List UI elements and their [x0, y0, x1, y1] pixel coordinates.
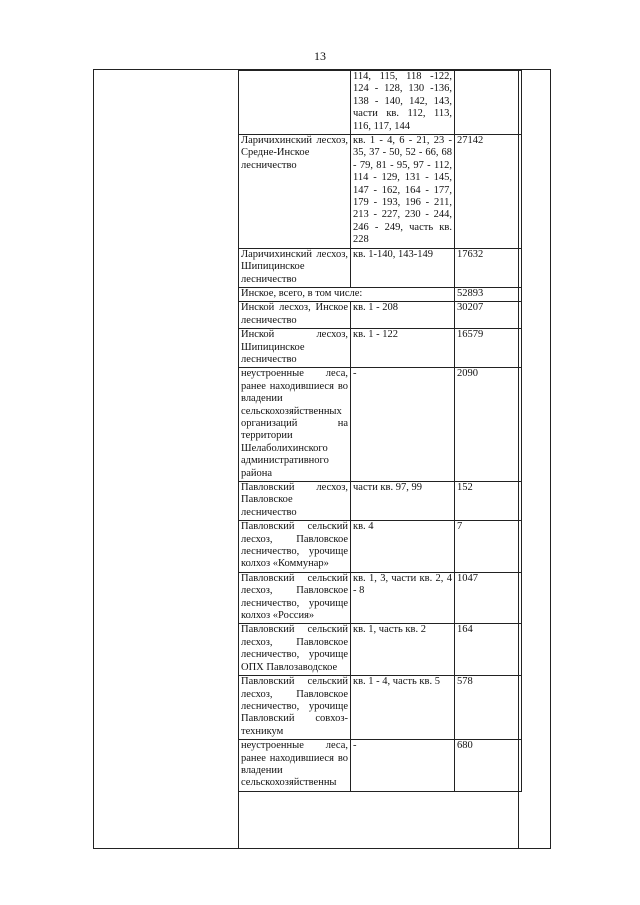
forestry-name-cell: Павловский сельский лесхоз, Павловское лесничество, урочище Павловский совхоз-техникум [239, 676, 351, 740]
table-row [239, 302, 522, 329]
forestry-name-cell: Павловский лесхоз, Павловское лесничество [239, 482, 351, 521]
quarters-cell: - [351, 368, 455, 482]
quarters-cell: кв. 1 - 4, 6 - 21, 23 - 35, 37 - 50, 52 - 66, 68 - 79, 81 - 95, 97 - 112, 114 - 129, 131 - 145, 147 - 162, 164 - 177, 179 - 193, 196 - 211, 213 - 227, 230 - 244, 246 - 249, часть кв. 228 [351, 135, 455, 249]
area-cell: 680 [455, 740, 522, 792]
total-label-cell: Инское, всего, в том числе: [239, 287, 455, 301]
forest-table [238, 70, 522, 792]
quarters-cell: кв. 1 - 4, часть кв. 5 [351, 676, 455, 740]
area-cell [455, 71, 522, 135]
table-row [239, 572, 522, 624]
forestry-name-cell: Инской лесхоз, Инское лесничество [239, 302, 351, 329]
table-row [239, 135, 522, 249]
area-cell: 30207 [455, 302, 522, 329]
quarters-cell: кв. 1 - 208 [351, 302, 455, 329]
area-cell: 7 [455, 521, 522, 573]
quarters-cell: кв. 4 [351, 521, 455, 573]
quarters-cell: кв. 1, 3, части кв. 2, 4 - 8 [351, 572, 455, 624]
table-frame [93, 69, 551, 849]
forestry-name-cell [239, 71, 351, 135]
quarters-cell: - [351, 740, 455, 792]
forestry-name-cell: Ларичихинский лесхоз, Шипицинское лесничество [239, 248, 351, 287]
forestry-name-cell: неустроенные леса, ранее находившиеся во владении сельскохозяйственны [239, 740, 351, 792]
page-number: 13 [314, 49, 326, 63]
forestry-name-cell: неустроенные леса, ранее находившиеся во владении сельскохозяйственных организаций на территории Шелаболихинского административного района [239, 368, 351, 482]
table-row [239, 368, 522, 482]
table-row [239, 482, 522, 521]
quarters-cell: кв. 1 - 122 [351, 329, 455, 368]
area-cell: 27142 [455, 135, 522, 249]
forestry-name-cell: Ларичихинский лесхоз, Средне-Инское лесничество [239, 135, 351, 249]
area-cell: 16579 [455, 329, 522, 368]
area-cell: 2090 [455, 368, 522, 482]
table-row [239, 624, 522, 676]
forestry-name-cell: Павловский сельский лесхоз, Павловское лесничество, урочище колхоз «Россия» [239, 572, 351, 624]
forestry-name-cell: Инской лесхоз, Шипицинское лесничество [239, 329, 351, 368]
table-row [239, 740, 522, 792]
area-cell: 578 [455, 676, 522, 740]
forestry-name-cell: Павловский сельский лесхоз, Павловское лесничество, урочище ОПХ Павлозаводское [239, 624, 351, 676]
area-cell: 17632 [455, 248, 522, 287]
table-row-total [239, 287, 522, 301]
table-row [239, 71, 522, 135]
table-row [239, 248, 522, 287]
quarters-cell: кв. 1-140, 143-149 [351, 248, 455, 287]
table-row [239, 329, 522, 368]
forestry-name-cell: Павловский сельский лесхоз, Павловское лесничество, урочище колхоз «Коммунар» [239, 521, 351, 573]
quarters-cell: 114, 115, 118 -122, 124 - 128, 130 -136, 138 - 140, 142, 143, части кв. 112, 113, 116, 117, 144 [351, 71, 455, 135]
area-cell: 52893 [455, 287, 522, 301]
area-cell: 152 [455, 482, 522, 521]
quarters-cell: кв. 1, часть кв. 2 [351, 624, 455, 676]
area-cell: 1047 [455, 572, 522, 624]
table-row [239, 521, 522, 573]
area-cell: 164 [455, 624, 522, 676]
table-row [239, 676, 522, 740]
quarters-cell: части кв. 97, 99 [351, 482, 455, 521]
